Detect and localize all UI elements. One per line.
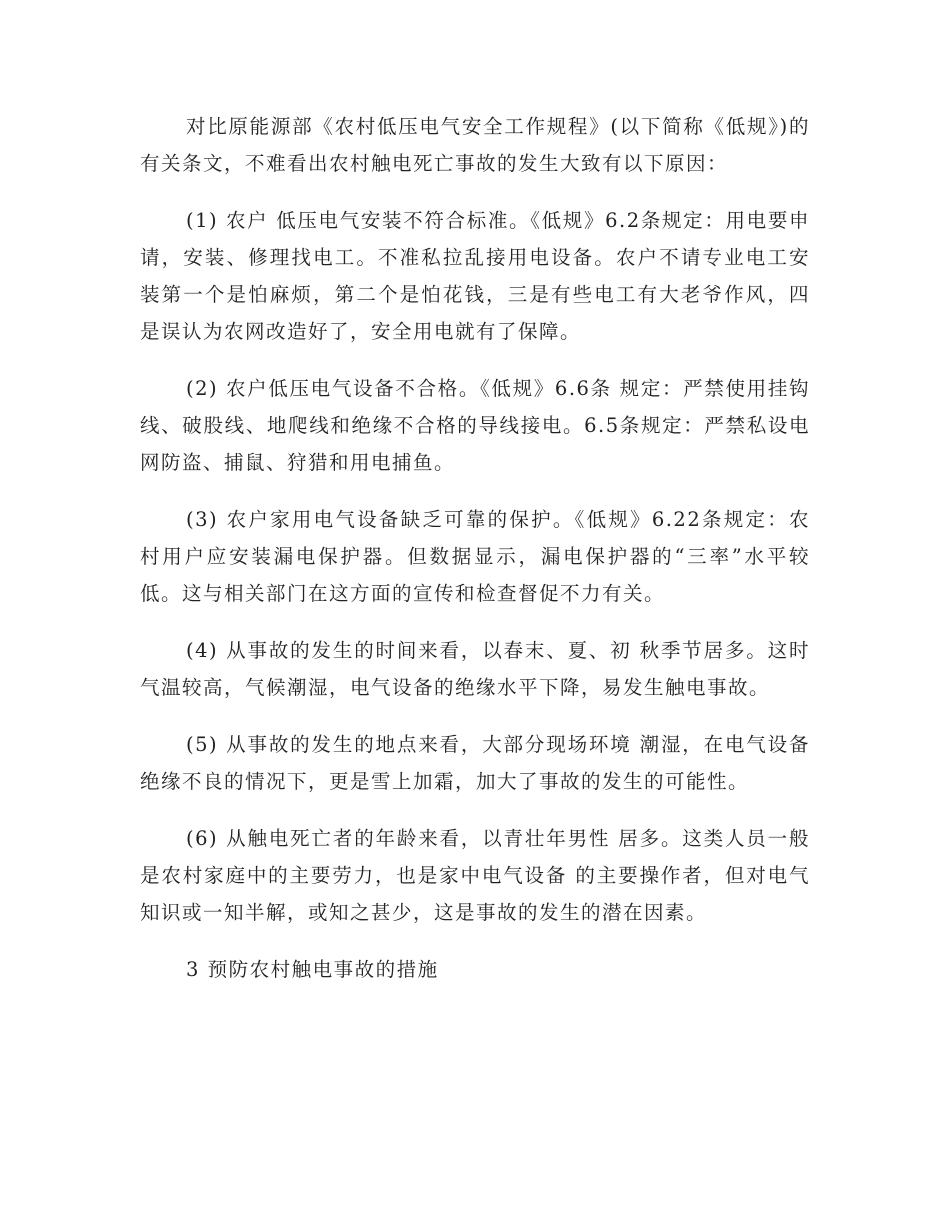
paragraph-item-1: (1) 农户 低压电气安装不符合标准。《低规》6.2条规定：用电要申请，安装、修理找电工。不准私拉乱接用电设备。农户不请专业电工安装第一个是怕麻烦，第二个是怕花钱，三是有些电工有大老爷作风，四是误认为农网改造好了，安全用电就有了保障。 (140, 209, 810, 343)
paragraph-item-5: (5) 从事故的发生的地点来看，大部分现场环境 潮湿，在电气设备绝缘不良的情况下，更是雪上加霜，加大了事故的发生的可能性。 (140, 733, 810, 793)
paragraph-item-6: (6) 从触电死亡者的年龄来看，以青壮年男性 居多。这类人员一般是农村家庭中的主要劳力，也是家中电气设备 的主要操作者，但对电气知识或一知半解，或知之甚少，这是事故的发生的潜在因素。 (140, 827, 810, 924)
paragraph-item-3: (3) 农户家用电气设备缺乏可靠的保护。《低规》6.22条规定：农村用户应安装漏电保护器。但数据显示，漏电保护器的“三率”水平较低。这与相关部门在这方面的宣传和检查督促不力有关。 (140, 508, 810, 605)
section-heading: 3 预防农村触电事故的措施 (186, 958, 439, 981)
paragraph-intro: 对比原能源部《农村低压电气安全工作规程》(以下简称《低规》)的有关条文，不难看出农村触电死亡事故的发生大致有以下原因： (140, 115, 810, 175)
paragraph-item-4: (4) 从事故的发生的时间来看，以春末、夏、初 秋季节居多。这时气温较高，气候潮湿，电气设备的绝缘水平下降，易发生触电事故。 (140, 639, 810, 699)
paragraph-item-2: (2) 农户低压电气设备不合格。《低规》6.6条 规定：严禁使用挂钩线、破股线、地爬线和绝缘不合格的导线接电。6.5条规定：严禁私设电网防盗、捕鼠、狩猎和用电捕鱼。 (140, 377, 810, 474)
document-body (140, 108, 810, 988)
